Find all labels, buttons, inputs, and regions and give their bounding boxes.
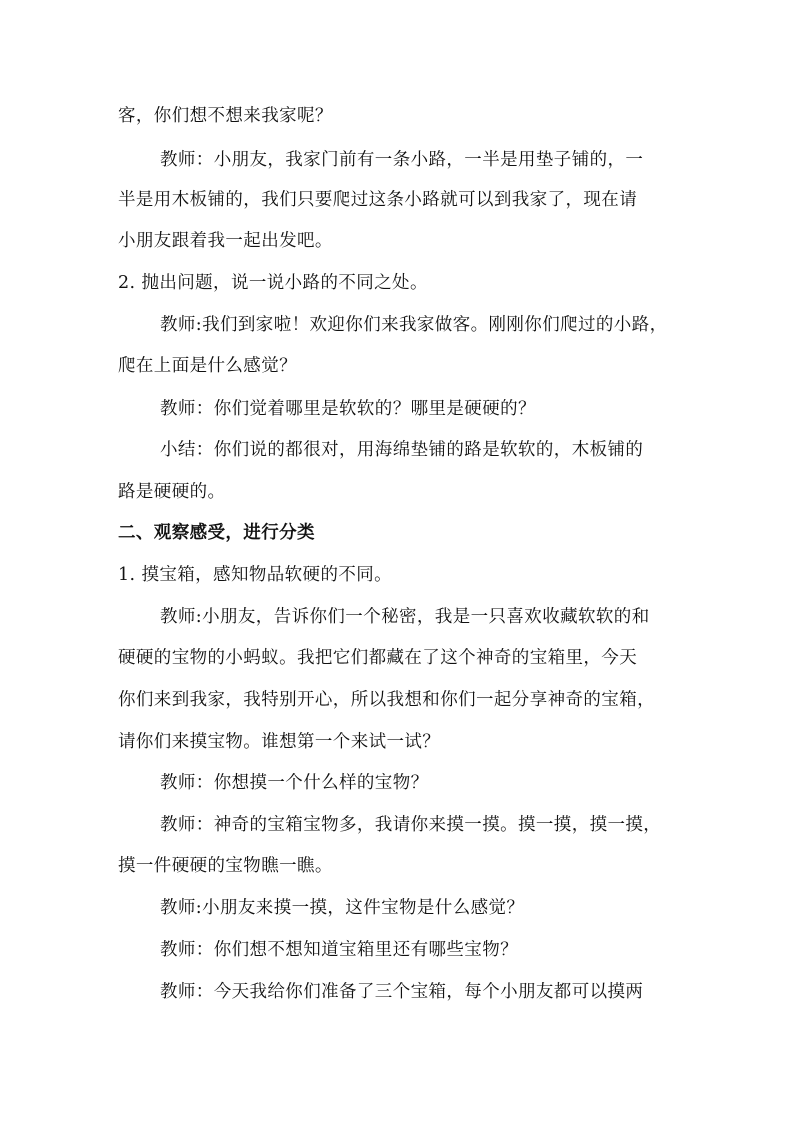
text-line: 教师：神奇的宝箱宝物多，我请你来摸一摸。摸一摸，摸一摸， [160,815,662,835]
text-line: 你们来到我家，我特别开心，所以我想和你们一起分享神奇的宝箱， [118,690,655,710]
text-line: 教师:小朋友来摸一摸，这件宝物是什么感觉？ [160,898,525,918]
text-line: 硬硬的宝物的小蚂蚁。我把它们都藏在了这个神奇的宝箱里，今天 [118,648,638,668]
text-line: 小结：你们说的都很对，用海绵垫铺的路是软软的，木板铺的 [160,440,644,460]
text-line: 爬在上面是什么感觉？ [118,356,297,376]
numbered-item: 2. 抛出问题，说一说小路的不同之处。 [118,273,428,293]
section-heading: 二、观察感受，进行分类 [118,523,315,543]
text-line: 教师：你想摸一个什么样的宝物？ [160,773,429,793]
numbered-item: 1. 摸宝箱，感知物品软硬的不同。 [118,565,393,585]
text-line: 半是用木板铺的，我们只要爬过这条小路就可以到我家了，现在请 [118,190,638,210]
text-line: 教师：小朋友，我家门前有一条小路，一半是用垫子铺的，一 [160,150,644,170]
text-line: 教师：你们想不想知道宝箱里还有哪些宝物？ [160,940,518,960]
text-line: 小朋友跟着我一起出发吧。 [118,231,333,251]
text-line: 请你们来摸宝物。谁想第一个来试一试？ [118,732,441,752]
text-line: 教师：你们觉着哪里是软软的？哪里是硬硬的？ [160,399,536,419]
text-line: 教师:小朋友，告诉你们一个秘密，我是一只喜欢收藏软软的和 [160,607,650,627]
text-line: 教师:我们到家啦！欢迎你们来我家做客。刚刚你们爬过的小路， [160,315,668,335]
text-line: 客，你们想不想来我家呢？ [118,106,333,126]
text-line: 教师：今天我给你们准备了三个宝箱，每个小朋友都可以摸两 [160,982,644,1002]
text-line: 摸一件硬硬的宝物瞧一瞧。 [118,856,333,876]
text-line: 路是硬硬的。 [118,482,226,502]
